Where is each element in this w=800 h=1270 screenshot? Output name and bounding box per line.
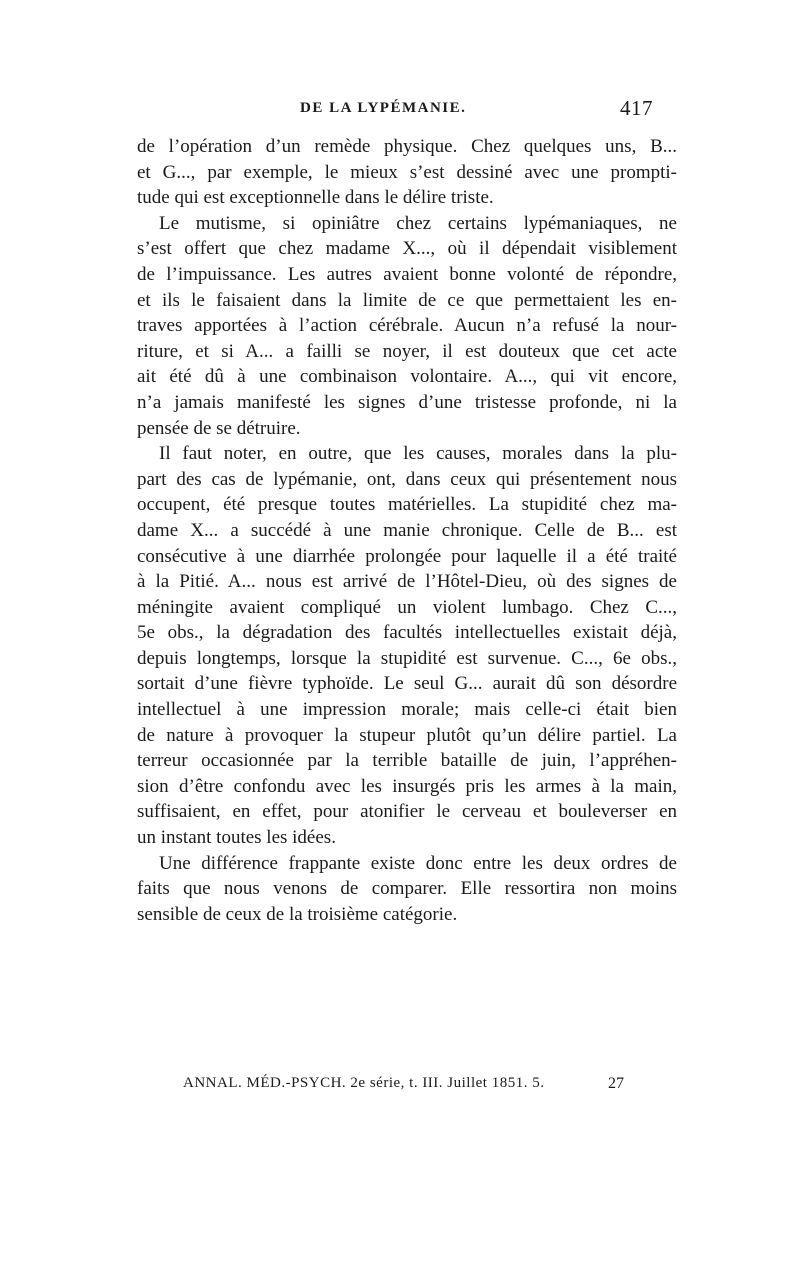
signature-mark: 27 bbox=[608, 1075, 624, 1092]
text-line: de l’impuissance. Les autres avaient bonne volonté de répondre, bbox=[137, 263, 677, 285]
paragraph-1 bbox=[137, 134, 677, 211]
text-line: à la Pitié. A... nous est arrivé de l’Hôtel-Dieu, où des signes de bbox=[137, 571, 677, 593]
text-line: sion d’être confondu avec les insurgés pris les armes à la main, bbox=[137, 775, 677, 797]
text-line: ait été dû à une combinaison volontaire. A..., qui vit encore, bbox=[137, 366, 677, 388]
text-line: consécutive à une diarrhée prolongée pour laquelle il a été traité bbox=[137, 545, 677, 567]
text-line: méningite avaient compliqué un violent lumbago. Chez C..., bbox=[137, 596, 677, 618]
text-line: traves apportées à l’action cérébrale. Aucun n’a refusé la nour- bbox=[137, 315, 677, 337]
paragraph-4 bbox=[137, 851, 677, 928]
page-number: 417 bbox=[620, 96, 653, 120]
text-line: terreur occasionnée par la terrible bataille de juin, l’appréhen- bbox=[137, 750, 677, 772]
body-text bbox=[137, 134, 677, 927]
footer-citation: ANNAL. MÉD.-PSYCH. 2e série, t. III. Juillet 1851. 5. bbox=[183, 1075, 545, 1091]
text-line: Le mutisme, si opiniâtre chez certains lypémaniaques, ne bbox=[159, 212, 677, 234]
text-line: sensible de ceux de la troisième catégorie. bbox=[137, 903, 458, 925]
text-line: pensée de se détruire. bbox=[137, 417, 301, 439]
text-line: un instant toutes les idées. bbox=[137, 827, 336, 849]
text-line: 5e obs., la dégradation des facultés intellectuelles existait déjà, bbox=[137, 622, 677, 644]
text-line: suffisaient, en effet, pour atonifier le cerveau et bouleverser en bbox=[137, 801, 677, 823]
text-line: part des cas de lypémanie, ont, dans ceux qui présentement nous bbox=[137, 468, 677, 490]
text-line: et G..., par exemple, le mieux s’est dessiné avec une prompti- bbox=[137, 161, 677, 183]
text-line: depuis longtemps, lorsque la stupidité est survenue. C..., 6e obs., bbox=[137, 647, 677, 669]
text-line: Une différence frappante existe donc entre les deux ordres de bbox=[159, 852, 677, 874]
paragraph-2 bbox=[137, 211, 677, 441]
text-line: et ils le faisaient dans la limite de ce que permettaient les en- bbox=[137, 289, 677, 311]
paragraph-3 bbox=[137, 441, 677, 851]
text-line: de nature à provoquer la stupeur plutôt qu’un délire partiel. La bbox=[137, 724, 677, 746]
running-title: DE LA LYPÉMANIE. bbox=[300, 100, 467, 116]
text-line: intellectuel à une impression morale; mais celle-ci était bien bbox=[137, 699, 677, 721]
text-line: Il faut noter, en outre, que les causes, morales dans la plu- bbox=[159, 443, 677, 465]
text-line: n’a jamais manifesté les signes d’une tristesse profonde, ni la bbox=[137, 391, 677, 413]
text-line: sortait d’une fièvre typhoïde. Le seul G... aurait dû son désordre bbox=[137, 673, 677, 695]
text-line: riture, et si A... a failli se noyer, il est douteux que cet acte bbox=[137, 340, 677, 362]
text-line: occupent, été presque toutes matérielles. La stupidité chez ma- bbox=[137, 494, 677, 516]
text-line: dame X... a succédé à une manie chronique. Celle de B... est bbox=[137, 519, 677, 541]
text-line: tude qui est exceptionnelle dans le délire triste. bbox=[137, 187, 494, 209]
text-line: faits que nous venons de comparer. Elle ressortira non moins bbox=[137, 878, 677, 900]
text-line: s’est offert que chez madame X..., où il dépendait visiblement bbox=[137, 238, 677, 260]
text-line: de l’opération d’un remède physique. Chez quelques uns, B... bbox=[137, 136, 677, 157]
